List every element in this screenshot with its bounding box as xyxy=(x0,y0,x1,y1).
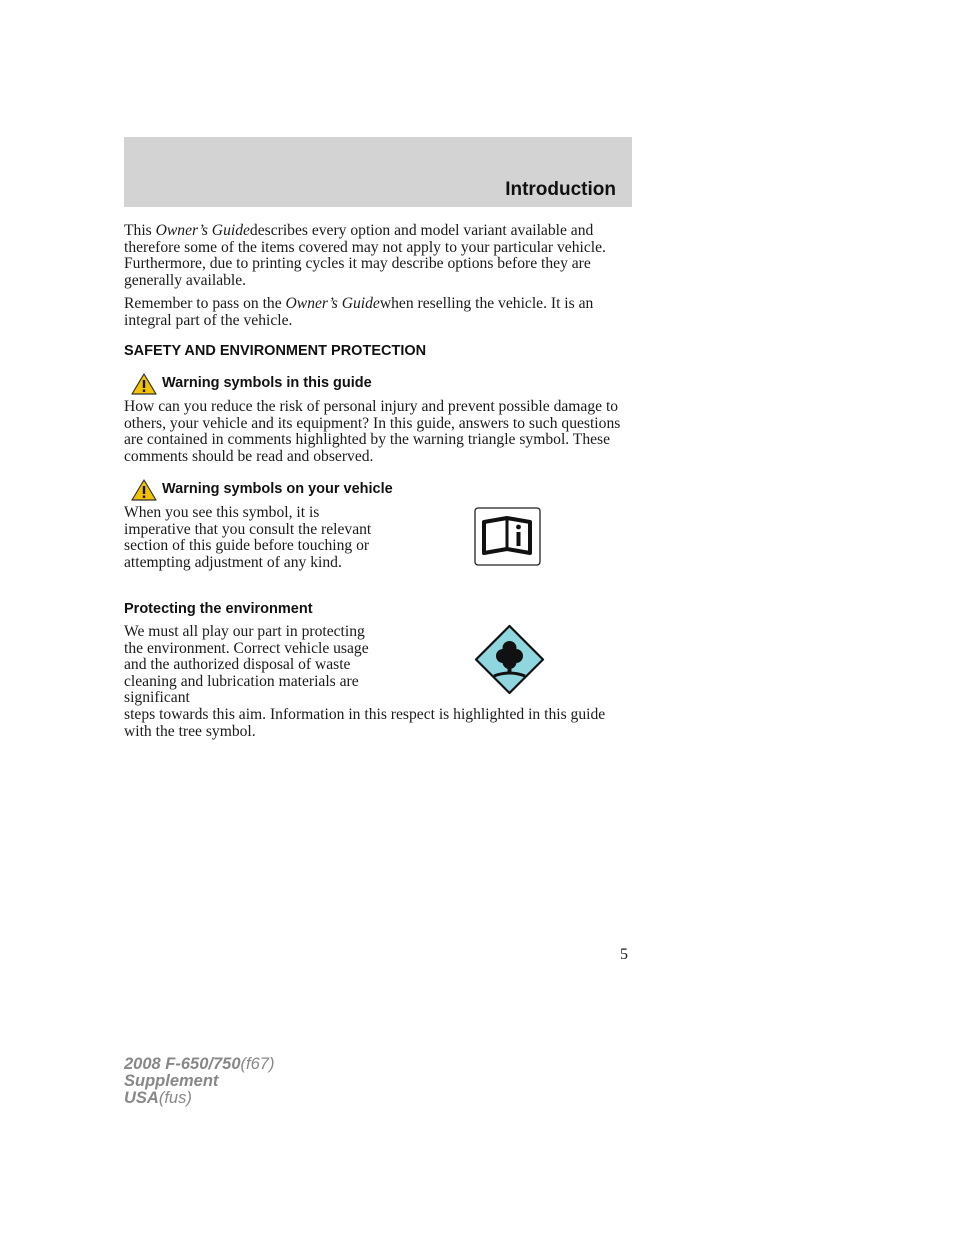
footer-model: 2008 F-650/750 xyxy=(124,1055,241,1073)
tree-environment-icon xyxy=(474,624,545,695)
warning-guide-text: How can you reduce the risk of personal injury and prevent possible damage to others, your vehicle and its equipment? In this guide, answers to such questions are contained in comments highlighted by the warning triangle symbol. These comments should be read and observed. xyxy=(124,398,621,465)
environment-text-wide: steps towards this aim. Information in this respect is highlighted in this guide with the tree symbol. xyxy=(124,706,606,740)
footer-model-code: (f67) xyxy=(240,1055,275,1073)
owners-guide-book-icon xyxy=(474,507,541,566)
warning-triangle-icon xyxy=(131,373,157,395)
environment-text-narrow: We must all play our part in protecting the environment. Correct vehicle usage and the authorized disposal of waste cleaning and lubrication materials are significant xyxy=(124,623,369,707)
section-title: Introduction xyxy=(505,179,616,200)
environment-heading: Protecting the environment xyxy=(124,601,313,617)
warning-vehicle-heading: Warning symbols on your vehicle xyxy=(162,481,393,497)
footer-supplement: Supplement xyxy=(124,1072,219,1090)
warning-vehicle-text: When you see this symbol, it is imperative that you consult the relevant section of this guide before touching or attempting adjustment of any kind. xyxy=(124,504,372,571)
section-header-band xyxy=(124,137,632,207)
owners-guide-title: Owner’s Guide xyxy=(285,295,380,312)
footer-market: USA xyxy=(124,1089,159,1107)
warning-triangle-icon xyxy=(131,479,157,501)
page-number: 5 xyxy=(620,946,628,963)
footer-market-code: (fus) xyxy=(158,1089,192,1107)
warning-guide-heading: Warning symbols in this guide xyxy=(162,375,372,391)
footer-edition-info xyxy=(124,1056,274,1107)
owners-guide-title: Owner’s Guide xyxy=(155,222,250,239)
safety-heading: SAFETY AND ENVIRONMENT PROTECTION xyxy=(124,343,427,359)
intro-paragraph-1: This Owner’s Guidedescribes every option and model variant available and therefore some of the items covered may not apply to your particular vehicle. Furthermore, due to printing cycles it may describe options before they are generally available. xyxy=(124,222,606,289)
intro-paragraph-2: Remember to pass on the Owner’s Guidewhen reselling the vehicle. It is an integral part of the vehicle. xyxy=(124,295,594,329)
